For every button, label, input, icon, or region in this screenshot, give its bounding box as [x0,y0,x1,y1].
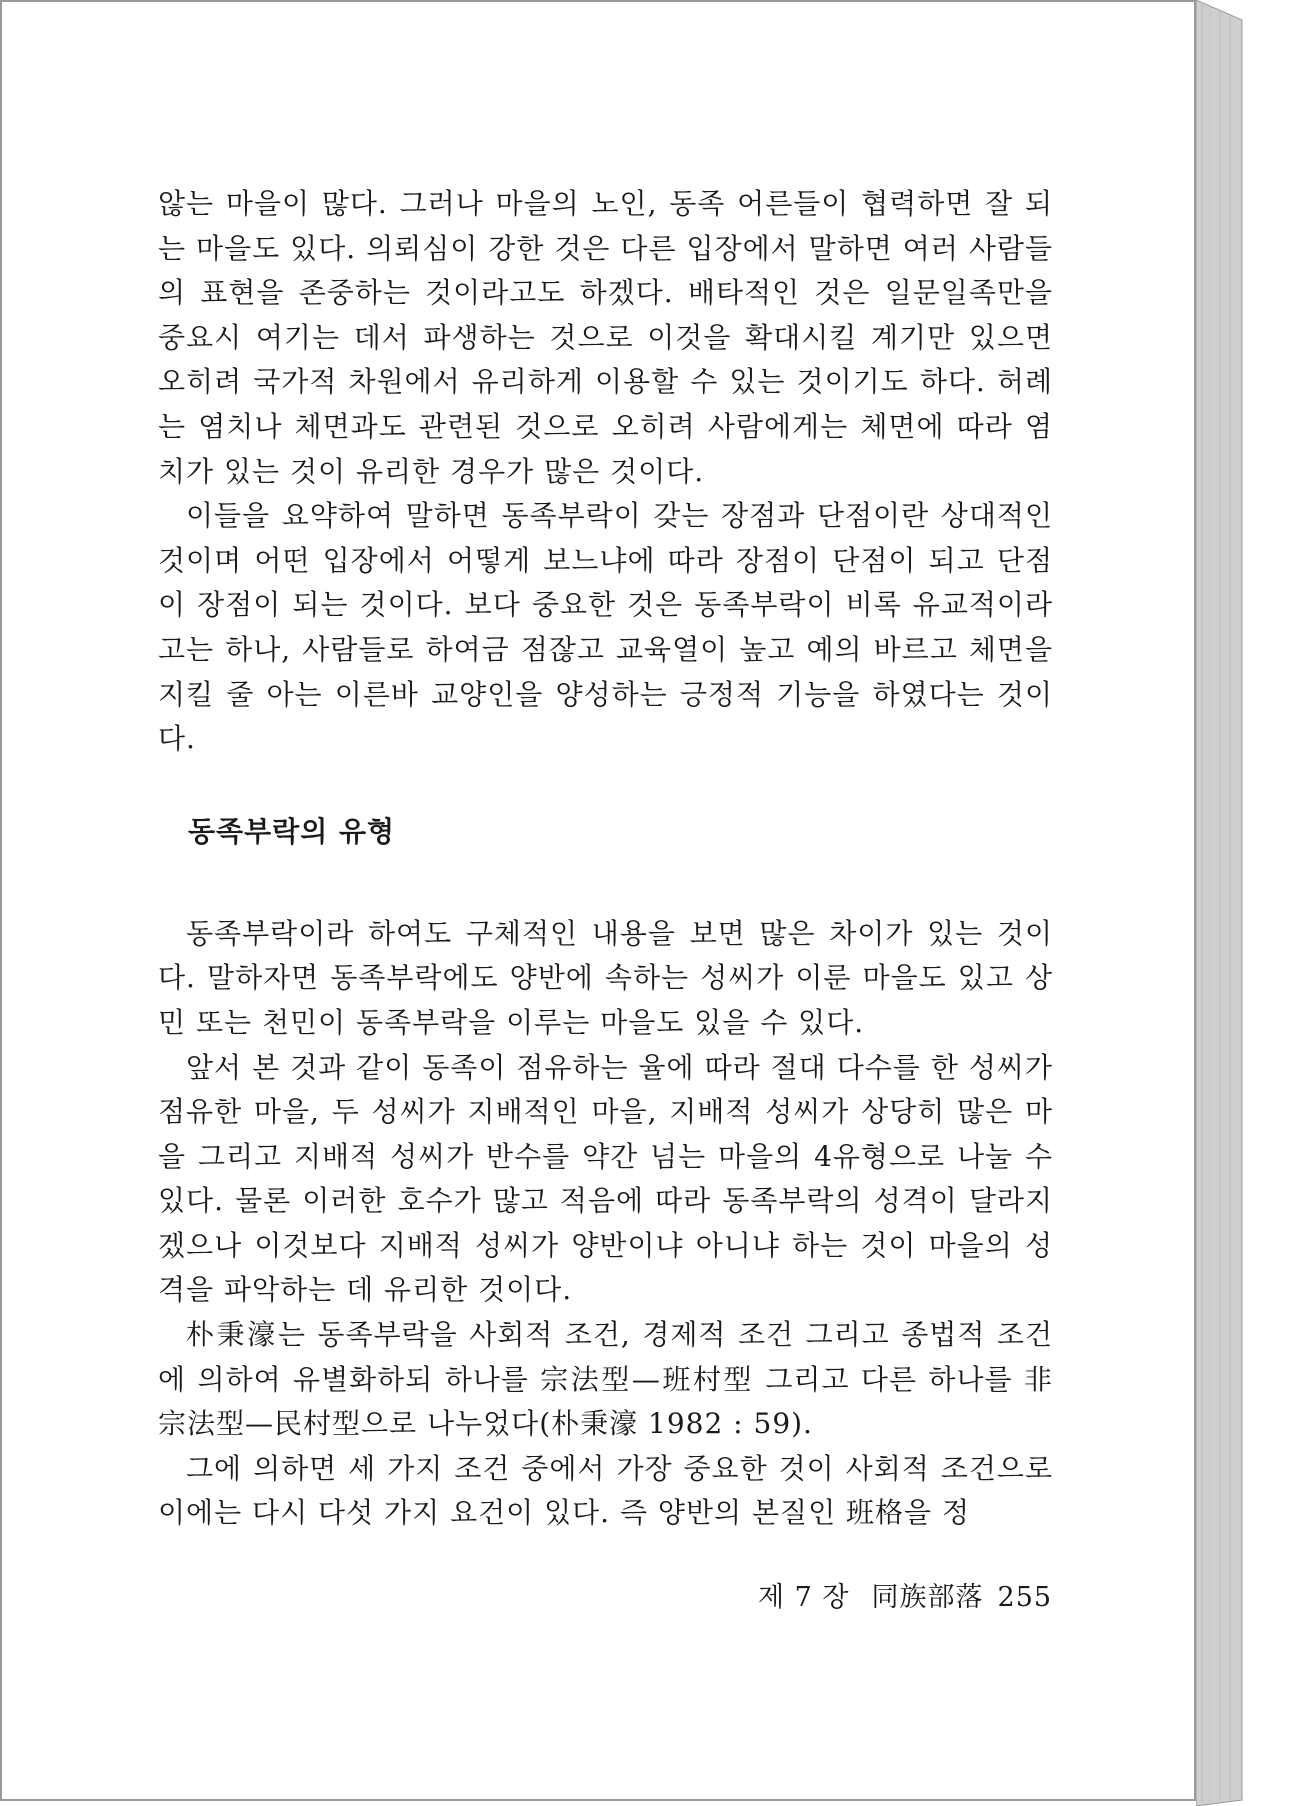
running-footer [758,1575,1052,1614]
paragraph-4: 앞서 본 것과 같이 동족이 점유하는 율에 따라 절대 다수를 한 성씨가 점유한 마을, 두 성씨가 지배적인 마을, 지배적 성씨가 상당히 많은 마을 그리고 지배적 성씨가 반수를 약간 넘는 마을의 4유형으로 나눌 수 있다. 물론 이러한 호수가 많고 적음에 따라 동족부락의 성격이 달라지겠으나 이것보다 지배적 성씨가 양반이냐 아니냐 하는 것이 마을의 성격을 파악하는 데 유리한 것이다. [158,1050,1053,1307]
page-stack-edge-graphic [1196,0,1302,1806]
footer-chapter: 제 7 장 [758,1582,850,1613]
paragraph-2: 이들을 요약하여 말하면 동족부락이 갖는 장점과 단점이란 상대적인 것이며 어떤 입장에서 어떻게 보느냐에 따라 장점이 단점이 되고 단점이 장점이 되는 것이다. 보다 중요한 것은 동족부락이 비록 유교적이라고는 하나, 사람들로 하여금 점잖고 교육열이 높고 예의 바르고 체면을 지킬 줄 아는 이른바 교양인을 양성하는 긍정적 기능을 하였다는 것이다. [158,499,1053,756]
paragraph-6: 그에 의하면 세 가지 조건 중에서 가장 중요한 것이 사회적 조건으로 이에는 다시 다섯 가지 요건이 있다. 즉 양반의 본질인 班格을 정 [158,1451,1053,1530]
section-heading: 동족부락의 유형 [188,814,396,848]
paragraph-3: 동족부락이라 하여도 구체적인 내용을 보면 많은 차이가 있는 것이다. 말하자면 동족부락에도 양반에 속하는 성씨가 이룬 마을도 있고 상민 또는 천민이 동족부락을 이루는 마을도 있을 수 있다. [158,916,1053,1039]
section-heading-block [158,762,1053,912]
paragraph-1: 않는 마을이 많다. 그러나 마을의 노인, 동족 어른들이 협력하면 잘 되는 마을도 있다. 의뢰심이 강한 것은 다른 입장에서 말하면 여러 사람들의 표현을 존중하는 것이라고도 하겠다. 배타적인 것은 일문일족만을 중요시 여기는 데서 파생하는 것으로 이것을 확대시킬 계기만 있으면 오히려 국가적 차원에서 유리하게 이용할 수 있는 것이기도 하다. 허례는 염치나 체면과도 관련된 것으로 오히려 사람에게는 체면에 따라 염치가 있는 것이 유리한 경우가 많은 것이다. [158,187,1053,488]
paragraph-5: 朴秉濠는 동족부락을 사회적 조건, 경제적 조건 그리고 종법적 조건에 의하여 유별화하되 하나를 宗法型—班村型 그리고 다른 하나를 非宗法型—民村型으로 나누었다(朴秉濠 1982 : 59). [158,1318,1053,1441]
footer-chapter-title: 同族部落 [871,1582,984,1613]
page-number: 255 [997,1582,1053,1613]
body-text [158,182,1053,1536]
